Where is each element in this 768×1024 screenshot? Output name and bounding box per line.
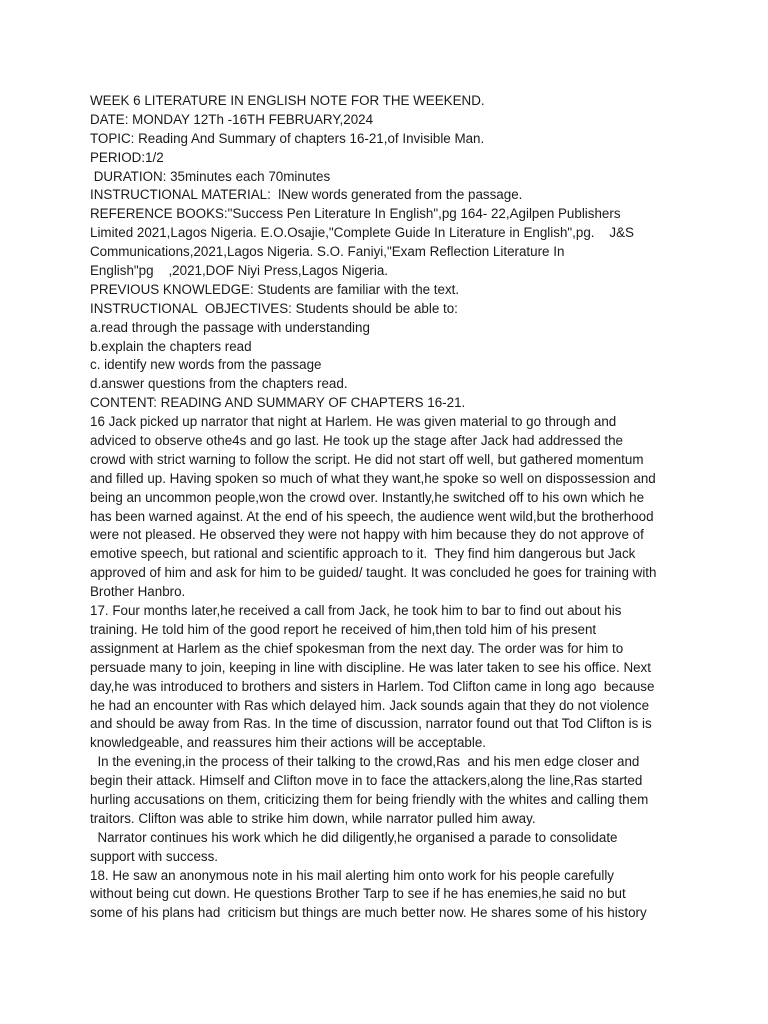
text-line: he had an encounter with Ras which delayed him. Jack sounds again that they do not violence [90,697,650,713]
text-line: support with success. [90,848,219,864]
text-line: 18. He saw an anonymous note in his mail alerting him onto work for his people carefully [90,867,614,883]
text-line: persuade many to join, keeping in line with discipline. He was later taken to see his office. Next [90,659,651,675]
text-line: c. identify new words from the passage [90,357,322,373]
text-line: Communications,2021,Lagos Nigeria. S.O. Faniyi,"Exam Reflection Literature In [90,244,565,260]
text-line: approved of him and ask for him to be guided/ taught. It was concluded he goes for training with [90,565,657,581]
text-line: a.read through the passage with understanding [90,319,370,335]
text-line: day,he was introduced to brothers and sisters in Harlem. Tod Clifton came in long ago because [90,678,655,694]
text-line: REFERENCE BOOKS:"Success Pen Literature In English",pg 164- 22,Agilpen Publishers [90,206,621,222]
text-line: Narrator continues his work which he did diligently,he organised a parade to consolidate [90,829,618,845]
text-line: Limited 2021,Lagos Nigeria. E.O.Osajie,"Complete Guide In Literature in English",pg. J&S [90,225,634,241]
text-line: and filled up. Having spoken so much of what they want,he spoke so well on dispossession and [90,470,656,486]
text-line: PREVIOUS KNOWLEDGE: Students are familiar with the text. [90,281,460,297]
text-line: traitors. Clifton was able to strike him down, while narrator pulled him away. [90,810,536,826]
text-line: knowledgeable, and reassures him their actions will be acceptable. [90,735,486,751]
text-line: emotive speech, but rational and scientific approach to it. They find him dangerous but Jack [90,546,636,562]
text-line: INSTRUCTIONAL MATERIAL: lNew words generated from the passage. [90,187,523,203]
text-line: being an uncommon people,won the crowd over. Instantly,he switched off to his own which he [90,489,645,505]
text-line: Brother Hanbro. [90,584,186,600]
text-line: has been warned against. At the end of his speech, the audience went wild,but the brotherhood [90,508,654,524]
text-line: CONTENT: READING AND SUMMARY OF CHAPTERS 16-21. [90,395,466,411]
text-line: In the evening,in the process of their talking to the crowd,Ras and his men edge closer and [90,754,640,770]
text-line: training. He told him of the good report he received of him,then told him of his present [90,621,597,637]
text-line: without being cut down. He questions Brother Tarp to see if he has enemies,he said no but [90,886,626,902]
text-line: assignment at Harlem as the chief spokesman from the next day. The order was for him to [90,640,624,656]
text-line: 16 Jack picked up narrator that night at Harlem. He was given material to go through and [90,414,617,430]
text-line: INSTRUCTIONAL OBJECTIVES: Students should be able to: [90,300,458,316]
text-line: some of his plans had criticism but things are much better now. He shares some of his history [90,905,647,921]
text-line: b.explain the chapters read [90,338,252,354]
document-body [90,92,690,923]
text-line: DURATION: 35minutes each 70minutes [90,168,331,184]
text-line: and should be away from Ras. In the time of discussion, narrator found out that Tod Clifton is is [90,716,652,732]
text-line: TOPIC: Reading And Summary of chapters 16-21,of Invisible Man. [90,130,485,146]
text-line: PERIOD:1/2 [90,149,164,165]
text-line: WEEK 6 LITERATURE IN ENGLISH NOTE FOR THE WEEKEND. [90,93,485,108]
text-line: English"pg ,2021,DOF Niyi Press,Lagos Nigeria. [90,263,388,279]
text-line: d.answer questions from the chapters read. [90,376,348,392]
text-line: hurling accusations on them, criticizing them for being friendly with the whites and calling them [90,791,649,807]
text-line: adviced to observe othe4s and go last. He took up the stage after Jack had addressed the [90,433,623,449]
text-line: DATE: MONDAY 12Th -16TH FEBRUARY,2024 [90,111,374,127]
text-line: crowd with strict warning to follow the script. He did not start off well, but gathered momentum [90,451,644,467]
text-line: begin their attack. Himself and Clifton move in to face the attackers,along the line,Ras started [90,773,643,789]
text-line: were not pleased. He observed they were not happy with him because they do not approve of [90,527,644,543]
text-line: 17. Four months later,he received a call from Jack, he took him to bar to find out about his [90,603,622,619]
